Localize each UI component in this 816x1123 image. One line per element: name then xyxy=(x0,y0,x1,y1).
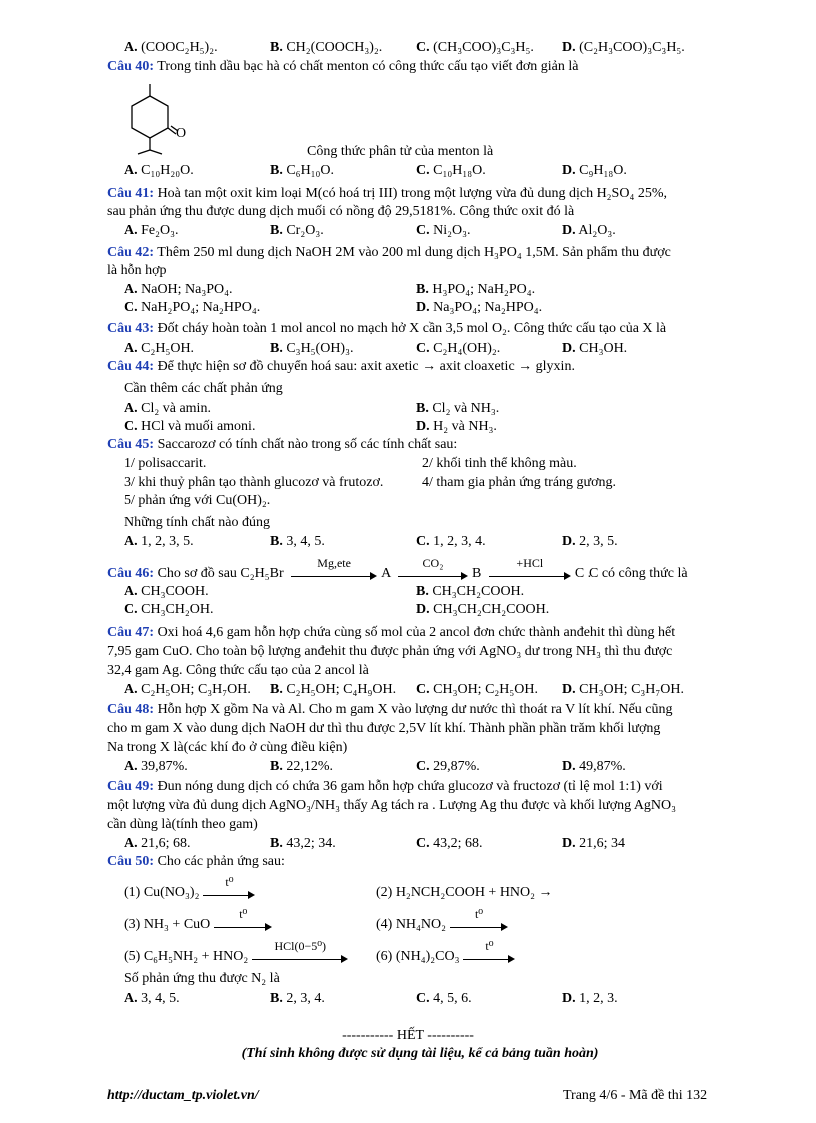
q42-option-c: C. NaH₂PO₄; Na₂HPO₄. xyxy=(124,300,261,315)
q49-option-c: C. 43,2; 68. xyxy=(416,836,483,851)
q41-stem-line1: Câu 41: Hoà tan một oxit kim loại M(có hoá trị III) trong một lượng vừa đủ dung dịch H₂SO₄ 25%, xyxy=(107,186,667,201)
q47-option-b: B. C₂H₅OH; C₄H₉OH. xyxy=(270,682,397,697)
q41-option-c: C. Ni₂O₃. xyxy=(416,223,471,238)
q49-option-b: B. 43,2; 34. xyxy=(270,836,336,851)
q39-option-a: A. (COOC₂H₅)₂. xyxy=(124,40,218,55)
q50-subtext: Số phản ứng thu được N₂ là xyxy=(124,971,280,986)
q42-option-d: D. Na₃PO₄; Na₂HPO₄. xyxy=(416,300,543,315)
q50-option-a: A. 3, 4, 5. xyxy=(124,991,180,1006)
q47-stem-line1: Câu 47: Oxi hoá 4,6 gam hỗn hợp chứa cùng số mol của 2 ancol đơn chức thành anđehit thì dùng hết xyxy=(107,625,676,640)
q44-option-b: B. Cl₂ và NH₃. xyxy=(416,401,500,416)
q50-option-c: C. 4, 5, 6. xyxy=(416,991,472,1006)
q45-property-2: 2/ khối tinh thể không màu. xyxy=(422,456,577,471)
reaction-arrow: t⁰ xyxy=(214,918,272,932)
q42-option-a: A. NaOH; Na₃PO₄. xyxy=(124,282,233,297)
q42-stem-line2: là hỗn hợp xyxy=(107,263,167,278)
exam-note: (Thí sinh không được sử dụng tài liệu, kể cả bảng tuần hoàn) xyxy=(241,1046,599,1061)
q43-stem: Câu 43: Đốt cháy hoàn toàn 1 mol ancol no mạch hở X cần 3,5 mol O₂. Công thức cấu tạo của X là xyxy=(107,321,667,336)
reaction-arrow: +HCl xyxy=(489,567,571,581)
q49-stem-line1: Câu 49: Đun nóng dung dịch có chứa 36 gam hỗn hợp chứa glucozơ và fructozơ (tỉ lệ mol 1:1) với xyxy=(107,779,663,794)
q41-option-a: A. Fe₂O₃. xyxy=(124,223,179,238)
q40-caption: Công thức phân tử của menton là xyxy=(307,144,494,159)
q43-option-d: D. CH₃OH. xyxy=(562,341,628,356)
q50-reaction-5: (5) C₆H₅NH₂ + HNO₂ HCl(0−5⁰) xyxy=(124,948,352,965)
q44-option-d: D. H₂ và NH₃. xyxy=(416,419,497,434)
footer-url: http://ductam_tp.violet.vn/ xyxy=(107,1088,259,1103)
reaction-arrow: t⁰ xyxy=(450,918,508,932)
reaction-arrow: HCl(0−5⁰) xyxy=(252,950,348,964)
q42-option-b: B. H₃PO₄; NaH₂PO₄. xyxy=(416,282,536,297)
q47-stem-line3: 32,4 gam Ag. Công thức cấu tạo của 2 ancol là xyxy=(107,663,369,678)
q48-option-d: D. 49,87%. xyxy=(562,759,626,774)
q49-option-d: D. 21,6; 34 xyxy=(562,836,626,851)
q41-stem-line2: sau phản ứng thu được dung dịch muối có nồng độ 29,5181%. Công thức oxit đó là xyxy=(107,204,575,219)
q40-option-a: A. C₁₀H₂₀O. xyxy=(124,163,194,178)
q45-option-b: B. 3, 4, 5. xyxy=(270,534,325,549)
q46-option-c: C. CH₃CH₂OH. xyxy=(124,602,214,617)
q45-property-5: 5/ phản ứng với Cu(OH)₂. xyxy=(124,493,271,508)
q48-stem-line3: Na trong X là(các khí đo ở cùng điều kiện) xyxy=(107,740,348,755)
q44-option-a: A. Cl₂ và amin. xyxy=(124,401,211,416)
q50-option-d: D. 1, 2, 3. xyxy=(562,991,618,1006)
q48-option-a: A. 39,87%. xyxy=(124,759,188,774)
q41-option-b: B. Cr₂O₃. xyxy=(270,223,324,238)
q40-option-c: C. C₁₀H₁₈O. xyxy=(416,163,486,178)
q39-option-c: C. (CH₃COO)₃C₃H₅. xyxy=(416,40,534,55)
q46-tail: C có công thức là xyxy=(589,566,688,581)
reaction-arrow: Mg,ete xyxy=(291,567,377,581)
q45-stem: Câu 45: Saccarozơ có tính chất nào trong số các tính chất sau: xyxy=(107,437,458,452)
reaction-arrow: t⁰ xyxy=(463,950,515,964)
q46-option-b: B. CH₃CH₂COOH. xyxy=(416,584,525,599)
q43-option-c: C. C₂H₄(OH)₂. xyxy=(416,341,501,356)
reaction-arrow: t⁰ xyxy=(203,886,255,900)
q49-stem-line2: một lượng vừa đủ dung dịch AgNO₃/NH₃ thấy Ag tách ra . Lượng Ag thu được và khối lượng AgNO₃ xyxy=(107,798,677,813)
q42-stem-line1: Câu 42: Thêm 250 ml dung dịch NaOH 2M vào 200 ml dung dịch H₃PO₄ 1,5M. Sản phẩm thu được xyxy=(107,245,671,260)
q47-option-c: C. CH₃OH; C₂H₅OH. xyxy=(416,682,538,697)
svg-text:O: O xyxy=(176,126,187,141)
q46-option-d: D. CH₃CH₂CH₂COOH. xyxy=(416,602,550,617)
q49-option-a: A. 21,6; 68. xyxy=(124,836,191,851)
q48-stem-line1: Câu 48: Hỗn hợp X gồm Na và Al. Cho m gam X vào lượng dư nước thì thoát ra V lít khí. Nếu cũng xyxy=(107,702,673,717)
q44-subtext: Cần thêm các chất phản ứng xyxy=(124,381,283,396)
q40-option-d: D. C₉H₁₈O. xyxy=(562,163,627,178)
q50-reaction-2: (2) H₂NCH₂COOH + HNO₂ → xyxy=(376,885,553,900)
q50-reaction-3: (3) NH₃ + CuO t⁰ xyxy=(124,916,276,933)
q47-stem-line2: 7,95 gam CuO. Cho toàn bộ lượng anđehit thu được phản ứng với AgNO₃ dư trong NH₃ thì thu được xyxy=(107,644,673,659)
q45-option-d: D. 2, 3, 5. xyxy=(562,534,618,549)
footer-page-number: Trang 4/6 - Mã đề thi 132 xyxy=(563,1088,708,1103)
q46-option-a: A. CH₃COOH. xyxy=(124,584,209,599)
q45-property-4: 4/ tham gia phản ứng tráng gương. xyxy=(422,475,617,490)
q50-option-b: B. 2, 3, 4. xyxy=(270,991,325,1006)
q39-option-d: D. (C₂H₃COO)₃C₃H₅. xyxy=(562,40,685,55)
q48-stem-line2: cho m gam X vào dung dịch NaOH dư thì thu được 2,5V lít khí. Thành phần phần trăm khối lượng xyxy=(107,721,661,736)
q47-option-a: A. C₂H₅OH; C₃H₇OH. xyxy=(124,682,251,697)
q45-subtext: Những tính chất nào đúng xyxy=(124,515,271,530)
q47-option-d: D. CH₃OH; C₃H₇OH. xyxy=(562,682,684,697)
q39-option-b: B. CH₂(COOCH₃)₂. xyxy=(270,40,383,55)
reaction-arrow: CO₂ xyxy=(398,567,468,581)
q45-option-a: A. 1, 2, 3, 5. xyxy=(124,534,194,549)
q40-stem: Câu 40: Trong tinh dầu bạc hà có chất menton có công thức cấu tạo viết đơn giản là xyxy=(107,59,579,74)
q40-option-b: B. C₆H₁₀O. xyxy=(270,163,335,178)
q45-property-3: 3/ khi thuỷ phân tạo thành glucozơ và frutozơ. xyxy=(124,475,384,490)
q43-option-a: A. C₂H₅OH. xyxy=(124,341,195,356)
q49-stem-line3: cần dùng là(tính theo gam) xyxy=(107,817,258,832)
q46-stem: Câu 46: Cho sơ đồ sau C₂H₅Br Mg,ete A CO₂ B +HCl C . xyxy=(107,555,592,581)
q43-option-b: B. C₃H₅(OH)₃. xyxy=(270,341,354,356)
end-marker: ----------- HẾT ---------- xyxy=(342,1028,474,1043)
q50-reaction-4: (4) NH₄NO₂ t⁰ xyxy=(376,916,512,933)
q45-property-1: 1/ polisaccarit. xyxy=(124,456,207,471)
q50-reaction-1: (1) Cu(NO₃)₂ t⁰ xyxy=(124,884,259,901)
menthone-structure xyxy=(118,78,198,156)
q44-option-c: C. HCl và muối amoni. xyxy=(124,419,256,434)
q48-option-b: B. 22,12%. xyxy=(270,759,334,774)
q44-stem: Câu 44: Để thực hiện sơ đồ chuyển hoá sau: axit axetic → axit cloaxetic → glyxin. xyxy=(107,359,575,374)
q50-stem: Câu 50: Cho các phản ứng sau: xyxy=(107,854,285,869)
q45-option-c: C. 1, 2, 3, 4. xyxy=(416,534,486,549)
q50-reaction-6: (6) (NH₄)₂CO₃ t⁰ xyxy=(376,948,519,965)
q48-option-c: C. 29,87%. xyxy=(416,759,480,774)
q41-option-d: D. Al₂O₃. xyxy=(562,223,616,238)
